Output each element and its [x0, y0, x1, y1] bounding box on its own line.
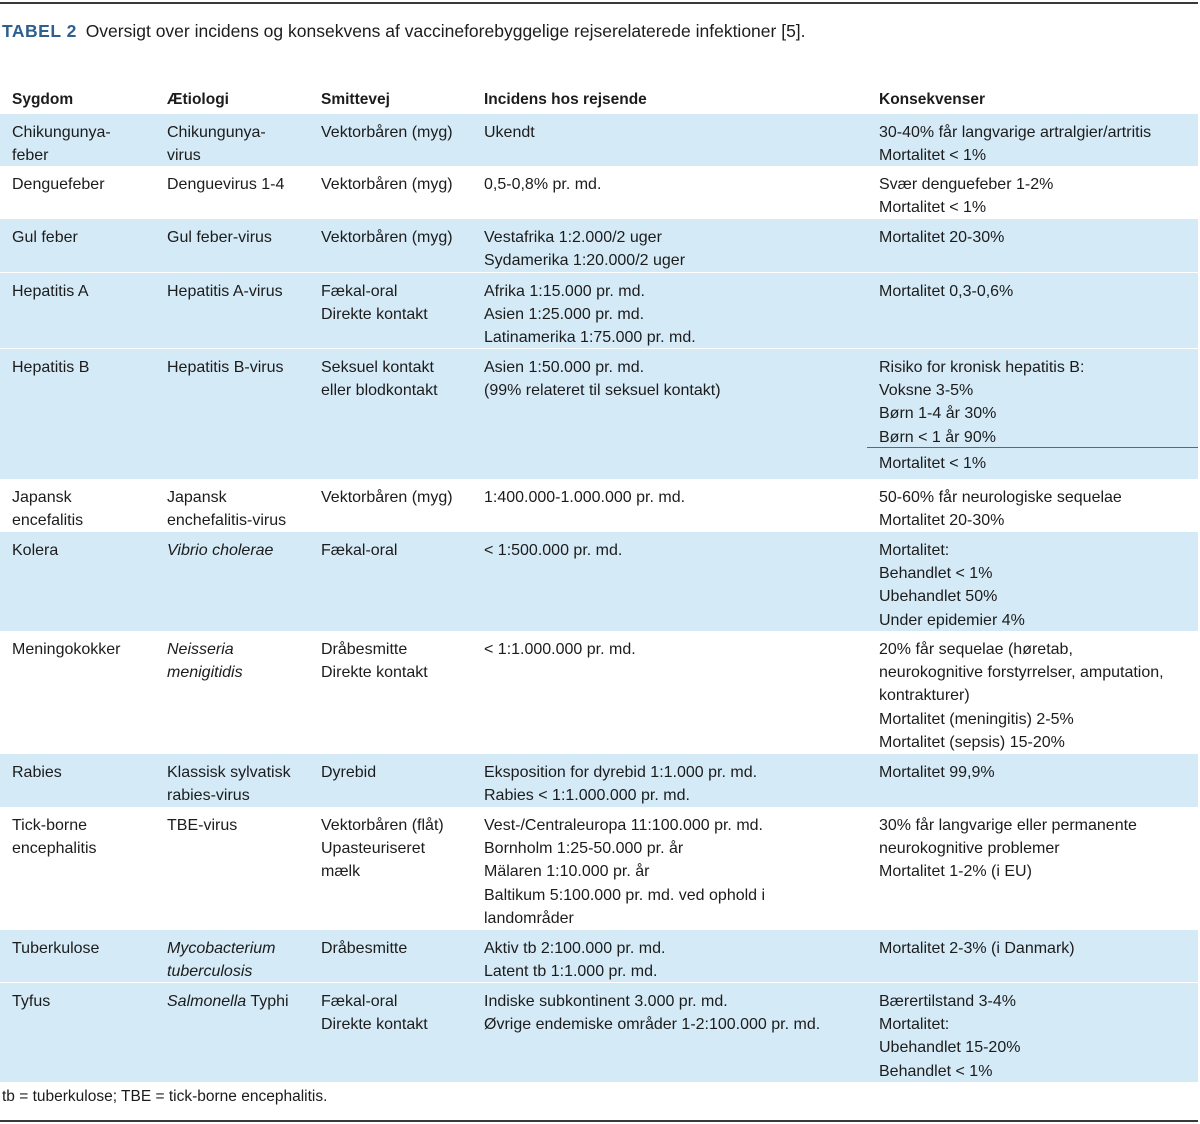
cell-incidens: Afrika 1:15.000 pr. md. Asien 1:25.000 pr. md. Latinamerika 1:75.000 pr. md.: [484, 283, 696, 347]
table-row-hepatitis-a: [0, 272, 1198, 349]
table-row-rabies: [0, 754, 1198, 807]
cell-aetiologi: Klassisk sylvatisk rabies-virus: [167, 764, 291, 805]
table-row-tyfus: [0, 982, 1198, 1082]
cell-sygdom: Hepatitis A: [12, 283, 89, 300]
table-row-denguefeber: [0, 166, 1198, 219]
bottom-rule: [0, 1120, 1198, 1122]
header-sygdom: Sygdom: [12, 91, 74, 108]
cell-aetiologi: Chikungunya- virus: [167, 124, 266, 165]
cell-konsekvenser: Svær denguefeber 1-2% Mortalitet < 1%: [879, 176, 1054, 217]
cell-smittevej: Seksuel kontakt eller blodkontakt: [321, 359, 438, 400]
cell-aetiologi: [167, 990, 317, 1013]
table-row-meningokokker: [0, 631, 1198, 754]
cell-smittevej: Vektorbåren (myg): [321, 176, 453, 193]
cell-konsekvenser: Mortalitet 99,9%: [879, 764, 995, 781]
cell-incidens: Ukendt: [484, 124, 535, 141]
cell-incidens: Indiske subkontinent 3.000 pr. md. Øvrige endemiske områder 1-2:100.000 pr. md.: [484, 993, 821, 1034]
cell-smittevej: Dråbesmitte: [321, 940, 408, 957]
cell-konsekvenser: Risiko for kronisk hepatitis B: Voksne 3-5% Børn 1-4 år 30% Børn < 1 år 90%: [879, 359, 1085, 446]
cell-aetiologi: TBE-virus: [167, 817, 238, 834]
cell-aetiologi: Mycobacterium tuberculosis: [167, 940, 276, 981]
header-aetiologi: Ætiologi: [167, 91, 229, 108]
table-row-gul-feber: [0, 219, 1198, 272]
table-row-tick-borne-encephalitis: [0, 807, 1198, 930]
cell-sygdom: Rabies: [12, 764, 62, 781]
cell-aetiologi: Hepatitis A-virus: [167, 283, 283, 300]
cell-incidens: < 1:500.000 pr. md.: [484, 542, 623, 559]
cell-sygdom: Kolera: [12, 542, 59, 559]
cell-incidens: 0,5-0,8% pr. md.: [484, 176, 602, 193]
cell-sygdom: Chikungunya- feber: [12, 124, 111, 165]
table-title: Oversigt over incidens og konsekvens af vaccineforebyggelige rejserelaterede infektioner [5].: [85, 21, 806, 41]
cell-aetiologi: Gul feber-virus: [167, 229, 272, 246]
cell-sygdom: Tick-borne encephalitis: [12, 817, 97, 858]
cell-smittevej: Vektorbåren (myg): [321, 124, 453, 141]
cell-smittevej: Vektorbåren (myg): [321, 489, 453, 506]
cell-incidens: Vest-/Centraleuropa 11:100.000 pr. md. Bornholm 1:25-50.000 pr. år Mälaren 1:10.000 pr. år Baltikum 5:100.000 pr. md. ved ophold i landområder: [484, 817, 766, 927]
table-row-chikungunya: [0, 114, 1198, 166]
sub-divider: [867, 447, 1198, 448]
cell-smittevej: Fækal-oral Direkte kontakt: [321, 993, 428, 1034]
cell-incidens: Eksposition for dyrebid 1:1.000 pr. md. Rabies < 1:1.000.000 pr. md.: [484, 764, 758, 805]
cell-incidens: Aktiv tb 2:100.000 pr. md. Latent tb 1:1.000 pr. md.: [484, 940, 666, 981]
cell-aetiologi: Denguevirus 1-4: [167, 176, 285, 193]
cell-konsekvenser: 50-60% får neurologiske sequelae Mortalitet 20-30%: [879, 489, 1122, 530]
cell-smittevej: Vektorbåren (myg): [321, 229, 453, 246]
cell-sygdom: Japansk encefalitis: [12, 489, 84, 530]
table-row-japansk-encefalitis: [0, 479, 1198, 532]
table-label: TABEL 2: [2, 21, 77, 41]
cell-konsekvenser: Mortalitet 2-3% (i Danmark): [879, 940, 1075, 957]
cell-smittevej: Fækal-oral: [321, 542, 398, 559]
cell-konsekvenser: Mortalitet: Behandlet < 1% Ubehandlet 50% Under epidemier 4%: [879, 542, 1025, 629]
header-konsekvenser: Konsekvenser: [879, 91, 985, 108]
cell-smittevej: Vektorbåren (flåt) Upasteuriseret mælk: [321, 817, 444, 881]
cell-sygdom: Tyfus: [12, 993, 51, 1010]
cell-konsekvenser: Mortalitet 0,3-0,6%: [879, 283, 1014, 300]
table-footnote: tb = tuberkulose; TBE = tick-borne encephalitis.: [2, 1088, 328, 1105]
cell-aetiologi: Japansk enchefalitis-virus: [167, 489, 287, 530]
species-name: Typhi: [246, 993, 289, 1010]
cell-aetiologi: Neisseria menigitidis: [167, 641, 243, 682]
cell-incidens: Vestafrika 1:2.000/2 uger Sydamerika 1:20.000/2 uger: [484, 229, 686, 270]
cell-sygdom: Tuberkulose: [12, 940, 100, 957]
genus-name: Salmonella: [167, 993, 247, 1010]
cell-aetiologi: Vibrio cholerae: [167, 542, 274, 559]
cell-incidens: 1:400.000-1.000.000 pr. md.: [484, 489, 686, 506]
cell-konsekvenser: 20% får sequelae (høretab, neurokognitive forstyrrelser, amputation, kontrakturer) Mortalitet (meningitis) 2-5% Mortalitet (sepsis) 15-20%: [879, 641, 1164, 751]
top-rule: [0, 2, 1198, 4]
cell-aetiologi: Hepatitis B-virus: [167, 359, 284, 376]
cell-konsekvenser: Bærertilstand 3-4% Mortalitet: Ubehandlet 15-20% Behandlet < 1%: [879, 993, 1021, 1080]
header-smittevej: Smittevej: [321, 91, 390, 108]
cell-smittevej: Fækal-oral Direkte kontakt: [321, 283, 428, 324]
header-incidens: Incidens hos rejsende: [484, 91, 647, 108]
table-caption: [2, 20, 862, 43]
cell-konsekvenser: Mortalitet 20-30%: [879, 229, 1005, 246]
cell-konsekvenser-mortalitet: Mortalitet < 1%: [879, 455, 987, 472]
cell-smittevej: Dråbesmitte Direkte kontakt: [321, 641, 428, 682]
table-row-kolera: [0, 532, 1198, 631]
cell-smittevej: Dyrebid: [321, 764, 377, 781]
cell-konsekvenser: 30% får langvarige eller permanente neurokognitive problemer Mortalitet 1-2% (i EU): [879, 817, 1137, 881]
cell-incidens: Asien 1:50.000 pr. md. (99% relateret til seksuel kontakt): [484, 359, 721, 400]
cell-konsekvenser: 30-40% får langvarige artralgier/artritis Mortalitet < 1%: [879, 124, 1152, 165]
table-row-tuberkulose: [0, 930, 1198, 982]
cell-incidens: < 1:1.000.000 pr. md.: [484, 641, 636, 658]
cell-sygdom: Gul feber: [12, 229, 78, 246]
cell-sygdom: Meningokokker: [12, 641, 121, 658]
table-row-hepatitis-b: [0, 348, 1198, 480]
cell-sygdom: Denguefeber: [12, 176, 105, 193]
cell-sygdom: Hepatitis B: [12, 359, 90, 376]
